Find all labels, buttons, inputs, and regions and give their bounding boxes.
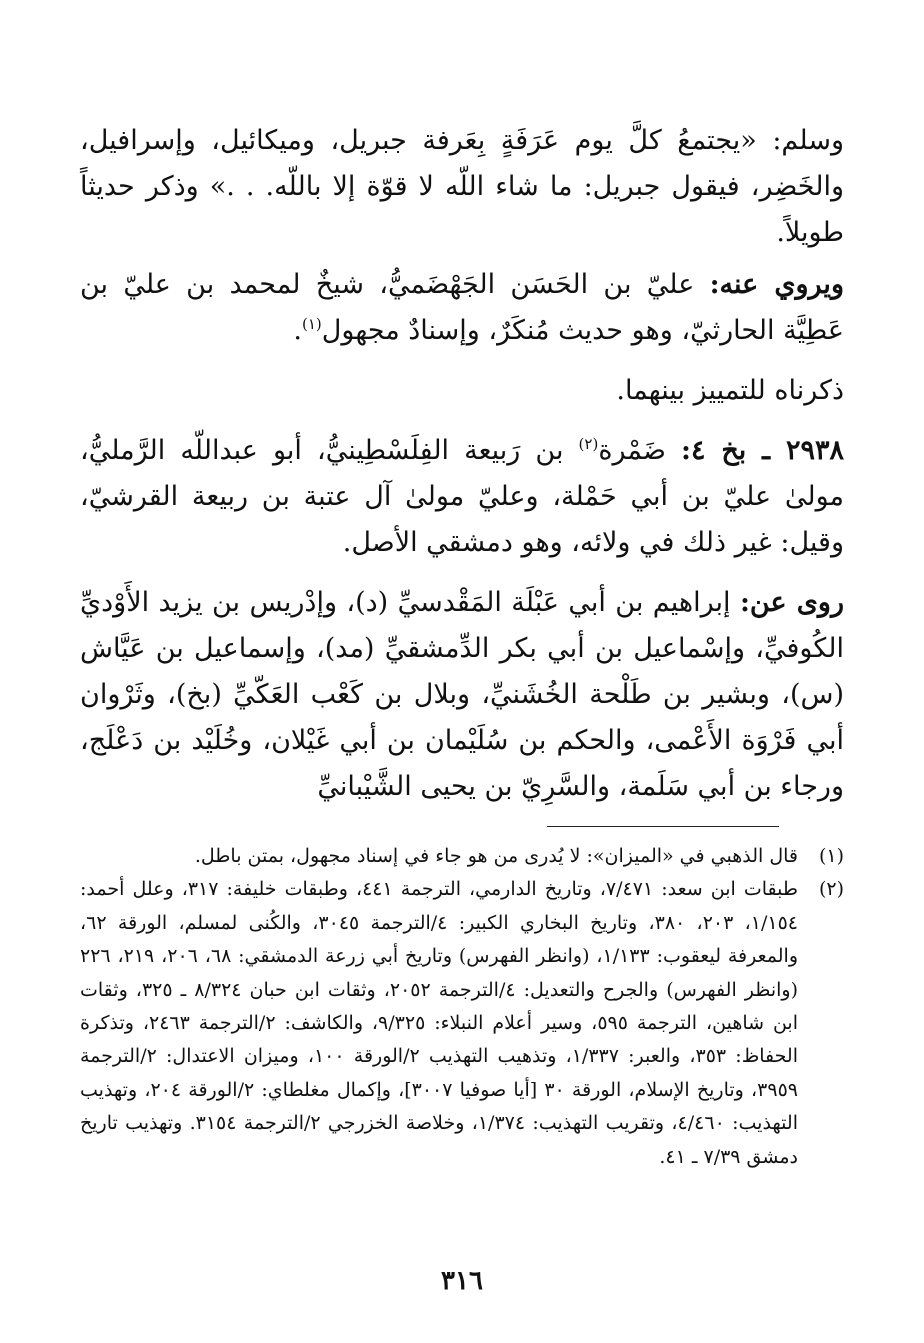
paragraph-narrated-from (80, 580, 844, 810)
footnote-ref-1[interactable]: (١) (301, 315, 322, 333)
distinction-note-text: ذكرناه للتمييز بينهما. (616, 375, 844, 406)
paragraph-distinction-note (80, 368, 844, 414)
entry-name: ضَمْرة (598, 435, 681, 466)
entry-number: ٢٩٣٨ ـ بخ ٤: (680, 435, 844, 466)
footnote-text: قال الذهبي في «الميزان»: لا يُدرى من هو جاء في إسناد مجهول، بمتن باطل. (194, 845, 798, 867)
footnote-divider (547, 826, 779, 827)
sentence-end: . (293, 315, 302, 346)
narrators-from-him-heading: ويروي عنه: (709, 269, 844, 300)
narrated-from-heading: روى عن: (739, 587, 844, 618)
footnote-text: طبقات ابن سعد: ٧/٤٧١، وتاريخ الدارمي، الترجمة ٤٤١، وطبقات خليفة: ٣١٧، وعلل أحمد: ١/١٥٤، ٢٠٣، ٣٨٠، وتاريخ البخاري الكبير: ٤/الترجمة ٣٠٤٥، والكُنى لمسلم، الورقة ٦٢، والمعرفة ليعقوب: ١/١٣٣، (وانظر الفهرس) وتاريخ أبي زرعة الدمشقي: ٦٨، ٢٠٦، ٢١٩، ٢٢٦ (وانظر الفهرس) والجرح والتعديل: ٤/الترجمة ٢٠٥٢، وثقات ابن حبان ٨/٣٢٤ ـ ٣٢٥، وثقات ابن شاهين، الترجمة ٥٩٥، وسير أعلام النبلاء: ٩/٣٢٥، والكاشف: ٢/الترجمة ٢٤٦٣، وتذكرة الحفاظ: ٣٥٣، والعبر: ١/٣٣٧، وتذهيب التهذيب ٢/الورقة ١٠٠، وميزان الاعتدال: ٢/الترجمة ٣٩٥٩، وتاريخ الإسلام، الورقة ٣٠ [أيا صوفيا ٣٠٠٧]، وإكمال مغلطاي: ٢/الورقة ٢٠٤، وتهذيب التهذيب: ٤/٤٦٠، وتقريب التهذيب: ١/٣٧٤، وخلاصة الخزرجي ٢/الترجمة ٣١٥٤. وتهذيب تاريخ دمشق ٧/٣٩ ـ ٤١. (80, 878, 799, 1168)
footnote-number: (١) (818, 845, 844, 867)
footnote-ref-2[interactable]: (٢) (578, 435, 599, 453)
entry-2938 (80, 428, 844, 566)
page-number: ٣١٦ (441, 1266, 483, 1296)
footnote-2 (80, 873, 844, 1174)
footnote-number: (٢) (818, 878, 844, 901)
narrated-from-text: إبراهيم بن أبي عَبْلَة المَقْدسيِّ (د)، وإدْريس بن يزيد الأَوْديِّ الكُوفيِّ، وإسْماعيل بن أبي بكر الدِّمشقيِّ (مد)، وإسماعيل بن عَيَّاش (س)، وبشير بن طَلْحة الخُشَنيِّ، وبلال بن كَعْب العَكّيِّ (بخ)، وثَرْوان أبي فَرْوَة الأَعْمى، والحكم بن سُلَيْمان بن أبي غَيْلان، وخُلَيْد بن دَعْلَج، ورجاء بن أبي سَلَمة، والسَّرِيّ بن يحيى الشَّيْبانيِّ (80, 587, 844, 802)
footnotes (80, 840, 844, 1174)
hadith-text: وسلم: «يجتمعُ كلَّ يوم عَرَفَةٍ بِعَرفة جبريل، وميكائيل، وإسرافيل، والخَضِر، فيقول جبريل: ما شاء اللّه لا قوّة إلا باللّه. . .» وذكر حديثاً طويلاً. (80, 125, 844, 248)
narrators-from-him-text: عليّ بن الحَسَن الجَهْضَميُّ، شيخٌ لمحمد بن عليّ بن عَطِيَّة الحارثيّ، وهو حديث مُنكَرٌ، وإسنادٌ مجهول (80, 269, 844, 346)
paragraph-narrators-from-him (80, 262, 844, 354)
main-text (80, 118, 844, 810)
footnote-1 (80, 840, 844, 873)
entry-description: بن رَبيعة الفِلَسْطِينيُّ، أبو عبداللّه الرَّمليُّ، مولىٰ عليّ بن أبي حَمْلة، وعليّ مولىٰ آل عتبة بن ربيعة القرشيّ، وقيل: غير ذلك في ولائه، وهو دمشقي الأصل. (80, 435, 844, 558)
paragraph-hadith (80, 118, 844, 256)
